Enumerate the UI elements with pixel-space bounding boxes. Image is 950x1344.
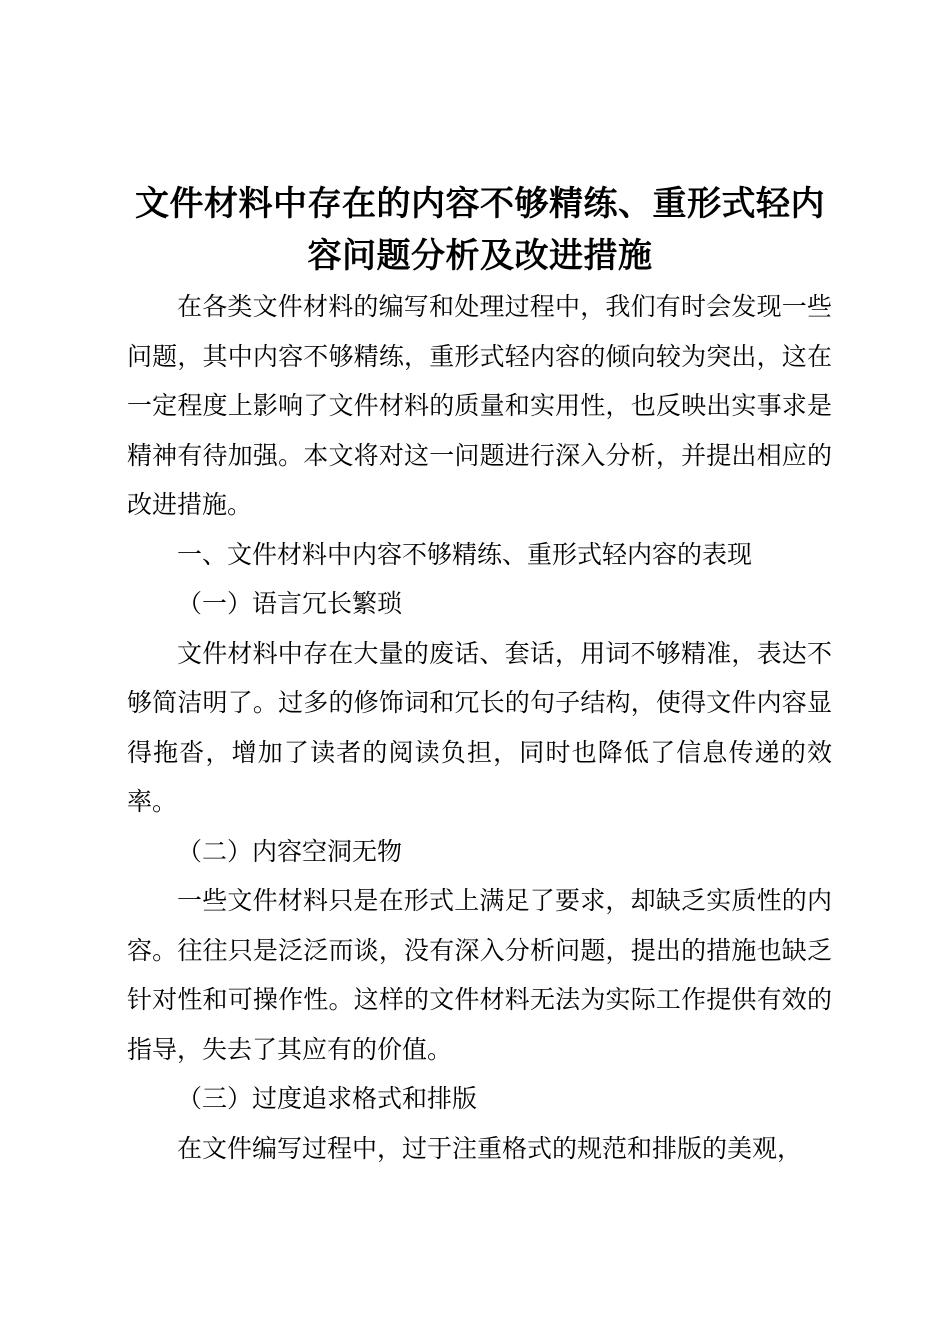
body-paragraph-3: 在文件编写过程中，过于注重格式的规范和排版的美观，: [177, 1133, 803, 1163]
document-title: [110, 178, 850, 282]
body-paragraph-1: 文件材料中存在大量的废话、套话，用词不够精准，表达不够简洁明了。过多的修饰词和冗长的句子结构，使得文件内容显得拖沓，增加了读者的阅读负担，同时也降低了信息传递的效率。: [127, 638, 832, 816]
subsection-heading-1: （一）语言冗长繁琐: [177, 589, 403, 618]
intro-paragraph: 在各类文件材料的编写和处理过程中，我们有时会发现一些问题，其中内容不够精练，重形式轻内容的倾向较为突出，这在一定程度上影响了文件材料的质量和实用性，也反映出实事求是精神有待加强。本文将对这一问题进行深入分析，并提出相应的改进措施。: [127, 292, 832, 519]
title-line-2: 容问题分析及改进措施: [307, 236, 653, 276]
body-paragraph-2: 一些文件材料只是在形式上满足了要求，却缺乏实质性的内容。往往只是泛泛而谈，没有深入分析问题，提出的措施也缺乏针对性和可操作性。这样的文件材料无法为实际工作提供有效的指导，失去了其应有的价值。: [127, 886, 832, 1064]
document-body: [127, 282, 832, 1173]
subsection-heading-3: （三）过度追求格式和排版: [177, 1084, 478, 1113]
title-line-1: 文件材料中存在的内容不够精练、重形式轻内: [135, 184, 825, 224]
section-heading-1: 一、文件材料中内容不够精练、重形式轻内容的表现: [177, 539, 753, 569]
subsection-heading-2: （二）内容空洞无物: [177, 836, 403, 866]
